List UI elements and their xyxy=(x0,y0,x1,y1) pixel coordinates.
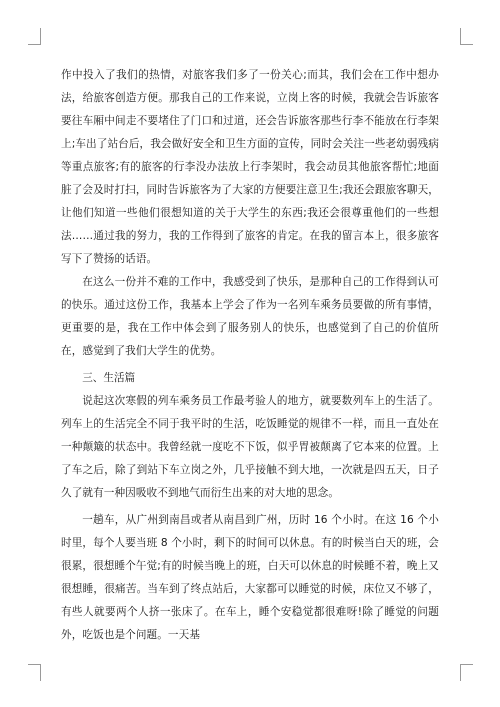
paragraph-schedule: 一趟车，从广州到南昌或者从南昌到广州，历时 16 个小时。在这 16 个小时里，每个人要当班 8 个小时，剩下的时间可以休息。有的时候当白天的班，会很累，很想睡个午觉;有的时候当晚上的班，白天可以休息的时候睡不着，晚上又很想睡，很痛苦。当车到了终点站后，大家都可以睡觉的时候，床位又不够了，有些人就要两个人挤一张床了。在车上，睡个安稳觉都很难呀!除了睡觉的问题外，吃饭也是个问题。一天基 xyxy=(61,514,439,641)
crop-mark-bottom-right xyxy=(460,664,473,681)
paragraph-happiness: 在这么一份并不难的工作中，我感受到了快乐，是那种自己的工作得到认可的快乐。通过这份工作，我基本上学会了作为一名列车乘务员要做的所有事情，更重要的是，我在工作中体会到了服务别人的快乐，也感觉到了自己的价值所在，感觉到了我们大学生的优势。 xyxy=(61,276,439,357)
crop-mark-top-right xyxy=(460,28,473,45)
section-heading-life: 三、生活篇 xyxy=(82,372,136,384)
paragraph-train-life: 说起这次寒假的列车乘务员工作最考验人的地方，就要数列车上的生活了。列车上的生活完全不同于我平时的生活，吃饭睡觉的规律不一样，而且一直处在一种颠簸的状态中。我曾经就一度吃不下饭，似乎胃被颠离了它本来的位置。上了车之后，除了到站下车立岗之外，几乎接触不到大地，一次就是四五天，日子久了就有一种因吸收不到地气而衍生出来的对大地的思念。 xyxy=(61,395,439,499)
paragraph-service-details: 作中投入了我们的热情，对旅客我们多了一份关心;而其，我们会在工作中想办法，给旅客创造方便。那我自己的工作来说，立岗上客的时候，我就会告诉旅客要往车厢中间走不要堵住了门口和过道，还会告诉旅客那些行李不能放在行李架上;车出了站台后，我会做好安全和卫生方面的宣传，同时会关注一些老幼弱残病等重点旅客;有的旅客的行李没办法放上行李架时，我会动员其他旅客帮忙;地面脏了会及时打扫，同时告诉旅客为了大家的方便要注意卫生;我还会跟旅客聊天，让他们知道一些他们很想知道的关于大学生的东西;我还会很尊重他们的一些想法……通过我的努力，我的工作得到了旅客的肯定。在我的留言本上，很多旅客写下了赞扬的话语。 xyxy=(61,69,439,265)
crop-mark-top-left xyxy=(28,28,41,45)
document-body xyxy=(61,64,439,647)
crop-mark-bottom-left xyxy=(28,664,41,681)
